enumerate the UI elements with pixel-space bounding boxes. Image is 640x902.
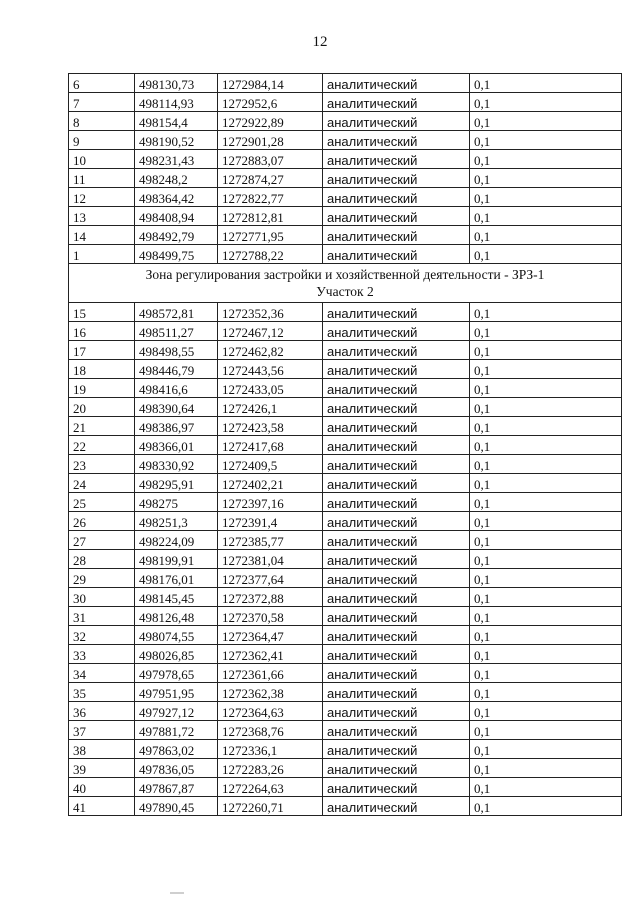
- method-cell: аналитический: [323, 417, 470, 436]
- point-number-cell: 14: [69, 226, 135, 245]
- table-row: [69, 436, 622, 455]
- accuracy-cell: 0,1: [470, 226, 622, 245]
- x-coordinate-cell: 497836,05: [135, 759, 218, 778]
- accuracy-cell: 0,1: [470, 778, 622, 797]
- method-cell: аналитический: [323, 360, 470, 379]
- table-row: [69, 131, 622, 150]
- x-coordinate-cell: 498275: [135, 493, 218, 512]
- point-number-cell: 22: [69, 436, 135, 455]
- table-row: [69, 74, 622, 93]
- accuracy-cell: 0,1: [470, 245, 622, 264]
- point-number-cell: 29: [69, 569, 135, 588]
- accuracy-cell: 0,1: [470, 550, 622, 569]
- x-coordinate-cell: 498408,94: [135, 207, 218, 226]
- accuracy-cell: 0,1: [470, 607, 622, 626]
- y-coordinate-cell: 1272771,95: [218, 226, 323, 245]
- accuracy-cell: 0,1: [470, 626, 622, 645]
- x-coordinate-cell: 498390,64: [135, 398, 218, 417]
- accuracy-cell: 0,1: [470, 379, 622, 398]
- accuracy-cell: 0,1: [470, 702, 622, 721]
- accuracy-cell: 0,1: [470, 322, 622, 341]
- accuracy-cell: 0,1: [470, 588, 622, 607]
- y-coordinate-cell: 1272381,04: [218, 550, 323, 569]
- method-cell: аналитический: [323, 303, 470, 322]
- method-cell: аналитический: [323, 588, 470, 607]
- x-coordinate-cell: 498572,81: [135, 303, 218, 322]
- y-coordinate-cell: 1272361,66: [218, 664, 323, 683]
- accuracy-cell: 0,1: [470, 436, 622, 455]
- accuracy-cell: 0,1: [470, 341, 622, 360]
- point-number-cell: 40: [69, 778, 135, 797]
- table-row: [69, 569, 622, 588]
- method-cell: аналитический: [323, 759, 470, 778]
- point-number-cell: 32: [69, 626, 135, 645]
- method-cell: аналитический: [323, 797, 470, 816]
- method-cell: аналитический: [323, 607, 470, 626]
- table-row: [69, 207, 622, 226]
- x-coordinate-cell: 498224,09: [135, 531, 218, 550]
- point-number-cell: 24: [69, 474, 135, 493]
- y-coordinate-cell: 1272370,58: [218, 607, 323, 626]
- table-row: [69, 683, 622, 702]
- point-number-cell: 30: [69, 588, 135, 607]
- point-number-cell: 39: [69, 759, 135, 778]
- x-coordinate-cell: 498176,01: [135, 569, 218, 588]
- accuracy-cell: 0,1: [470, 683, 622, 702]
- accuracy-cell: 0,1: [470, 207, 622, 226]
- point-number-cell: 11: [69, 169, 135, 188]
- x-coordinate-cell: 497863,02: [135, 740, 218, 759]
- table-row: [69, 188, 622, 207]
- x-coordinate-cell: 498145,45: [135, 588, 218, 607]
- table-row: [69, 226, 622, 245]
- table-row: [69, 493, 622, 512]
- y-coordinate-cell: 1272336,1: [218, 740, 323, 759]
- x-coordinate-cell: 498446,79: [135, 360, 218, 379]
- point-number-cell: 10: [69, 150, 135, 169]
- table-row: [69, 702, 622, 721]
- y-coordinate-cell: 1272283,26: [218, 759, 323, 778]
- y-coordinate-cell: 1272391,4: [218, 512, 323, 531]
- method-cell: аналитический: [323, 512, 470, 531]
- table-row: [69, 455, 622, 474]
- section-header-cell: [69, 264, 622, 303]
- table-row: [69, 721, 622, 740]
- y-coordinate-cell: 1272426,1: [218, 398, 323, 417]
- point-number-cell: 38: [69, 740, 135, 759]
- method-cell: аналитический: [323, 493, 470, 512]
- point-number-cell: 36: [69, 702, 135, 721]
- zone-title: Зона регулирования застройки и хозяйственной деятельности - ЗРЗ-1: [145, 267, 545, 282]
- method-cell: аналитический: [323, 455, 470, 474]
- y-coordinate-cell: 1272260,71: [218, 797, 323, 816]
- method-cell: аналитический: [323, 569, 470, 588]
- x-coordinate-cell: 498499,75: [135, 245, 218, 264]
- table-row: [69, 398, 622, 417]
- x-coordinate-cell: 497890,45: [135, 797, 218, 816]
- x-coordinate-cell: 498248,2: [135, 169, 218, 188]
- page-number: 12: [312, 34, 328, 50]
- point-number-cell: 41: [69, 797, 135, 816]
- y-coordinate-cell: 1272788,22: [218, 245, 323, 264]
- x-coordinate-cell: 497927,12: [135, 702, 218, 721]
- y-coordinate-cell: 1272874,27: [218, 169, 323, 188]
- method-cell: аналитический: [323, 93, 470, 112]
- point-number-cell: 28: [69, 550, 135, 569]
- method-cell: аналитический: [323, 341, 470, 360]
- table-row: [69, 797, 622, 816]
- x-coordinate-cell: 498126,48: [135, 607, 218, 626]
- y-coordinate-cell: 1272362,38: [218, 683, 323, 702]
- section-header-row: [69, 264, 622, 303]
- accuracy-cell: 0,1: [470, 112, 622, 131]
- table-row: [69, 740, 622, 759]
- y-coordinate-cell: 1272433,05: [218, 379, 323, 398]
- point-number-cell: 8: [69, 112, 135, 131]
- table-row: [69, 379, 622, 398]
- y-coordinate-cell: 1272402,21: [218, 474, 323, 493]
- point-number-cell: 35: [69, 683, 135, 702]
- x-coordinate-cell: 498154,4: [135, 112, 218, 131]
- method-cell: аналитический: [323, 626, 470, 645]
- method-cell: аналитический: [323, 436, 470, 455]
- accuracy-cell: 0,1: [470, 512, 622, 531]
- y-coordinate-cell: 1272385,77: [218, 531, 323, 550]
- point-number-cell: 25: [69, 493, 135, 512]
- point-number-cell: 12: [69, 188, 135, 207]
- table-row: [69, 245, 622, 264]
- accuracy-cell: 0,1: [470, 797, 622, 816]
- y-coordinate-cell: 1272812,81: [218, 207, 323, 226]
- accuracy-cell: 0,1: [470, 74, 622, 93]
- x-coordinate-cell: 498130,73: [135, 74, 218, 93]
- accuracy-cell: 0,1: [470, 721, 622, 740]
- x-coordinate-cell: 498366,01: [135, 436, 218, 455]
- table-row: [69, 550, 622, 569]
- point-number-cell: 17: [69, 341, 135, 360]
- y-coordinate-cell: 1272467,12: [218, 322, 323, 341]
- method-cell: аналитический: [323, 74, 470, 93]
- point-number-cell: 15: [69, 303, 135, 322]
- method-cell: аналитический: [323, 531, 470, 550]
- x-coordinate-cell: 498511,27: [135, 322, 218, 341]
- table-row: [69, 150, 622, 169]
- plot-subtitle: Участок 2: [316, 284, 374, 299]
- method-cell: аналитический: [323, 778, 470, 797]
- accuracy-cell: 0,1: [470, 759, 622, 778]
- table-row: [69, 759, 622, 778]
- point-number-cell: 20: [69, 398, 135, 417]
- scan-artifact: [170, 892, 184, 894]
- method-cell: аналитический: [323, 740, 470, 759]
- point-number-cell: 7: [69, 93, 135, 112]
- table-row: [69, 778, 622, 797]
- table-row: [69, 417, 622, 436]
- coordinates-table: [68, 73, 622, 816]
- accuracy-cell: 0,1: [470, 740, 622, 759]
- y-coordinate-cell: 1272922,89: [218, 112, 323, 131]
- point-number-cell: 27: [69, 531, 135, 550]
- method-cell: аналитический: [323, 721, 470, 740]
- point-number-cell: 31: [69, 607, 135, 626]
- coordinates-rows-upper: [69, 74, 622, 264]
- y-coordinate-cell: 1272417,68: [218, 436, 323, 455]
- table-row: [69, 607, 622, 626]
- y-coordinate-cell: 1272364,63: [218, 702, 323, 721]
- y-coordinate-cell: 1272362,41: [218, 645, 323, 664]
- method-cell: аналитический: [323, 474, 470, 493]
- point-number-cell: 19: [69, 379, 135, 398]
- method-cell: аналитический: [323, 112, 470, 131]
- point-number-cell: 21: [69, 417, 135, 436]
- y-coordinate-cell: 1272377,64: [218, 569, 323, 588]
- y-coordinate-cell: 1272822,77: [218, 188, 323, 207]
- table-row: [69, 512, 622, 531]
- accuracy-cell: 0,1: [470, 188, 622, 207]
- method-cell: аналитический: [323, 550, 470, 569]
- coordinates-rows-lower: [69, 303, 622, 816]
- point-number-cell: 16: [69, 322, 135, 341]
- y-coordinate-cell: 1272264,63: [218, 778, 323, 797]
- point-number-cell: 33: [69, 645, 135, 664]
- method-cell: аналитический: [323, 207, 470, 226]
- table-row: [69, 341, 622, 360]
- point-number-cell: 37: [69, 721, 135, 740]
- method-cell: аналитический: [323, 398, 470, 417]
- accuracy-cell: 0,1: [470, 131, 622, 150]
- table-row: [69, 93, 622, 112]
- accuracy-cell: 0,1: [470, 455, 622, 474]
- x-coordinate-cell: 498199,91: [135, 550, 218, 569]
- table-row: [69, 645, 622, 664]
- x-coordinate-cell: 498074,55: [135, 626, 218, 645]
- method-cell: аналитический: [323, 245, 470, 264]
- method-cell: аналитический: [323, 226, 470, 245]
- x-coordinate-cell: 498364,42: [135, 188, 218, 207]
- y-coordinate-cell: 1272883,07: [218, 150, 323, 169]
- accuracy-cell: 0,1: [470, 569, 622, 588]
- x-coordinate-cell: 498231,43: [135, 150, 218, 169]
- x-coordinate-cell: 497951,95: [135, 683, 218, 702]
- method-cell: аналитический: [323, 188, 470, 207]
- point-number-cell: 34: [69, 664, 135, 683]
- y-coordinate-cell: 1272409,5: [218, 455, 323, 474]
- accuracy-cell: 0,1: [470, 150, 622, 169]
- accuracy-cell: 0,1: [470, 664, 622, 683]
- accuracy-cell: 0,1: [470, 417, 622, 436]
- point-number-cell: 6: [69, 74, 135, 93]
- accuracy-cell: 0,1: [470, 398, 622, 417]
- table-row: [69, 588, 622, 607]
- y-coordinate-cell: 1272462,82: [218, 341, 323, 360]
- x-coordinate-cell: 498492,79: [135, 226, 218, 245]
- x-coordinate-cell: 498026,85: [135, 645, 218, 664]
- accuracy-cell: 0,1: [470, 169, 622, 188]
- accuracy-cell: 0,1: [470, 474, 622, 493]
- point-number-cell: 13: [69, 207, 135, 226]
- table-row: [69, 169, 622, 188]
- y-coordinate-cell: 1272364,47: [218, 626, 323, 645]
- method-cell: аналитический: [323, 322, 470, 341]
- y-coordinate-cell: 1272984,14: [218, 74, 323, 93]
- x-coordinate-cell: 498386,97: [135, 417, 218, 436]
- x-coordinate-cell: 498498,55: [135, 341, 218, 360]
- point-number-cell: 23: [69, 455, 135, 474]
- method-cell: аналитический: [323, 379, 470, 398]
- method-cell: аналитический: [323, 150, 470, 169]
- table-row: [69, 531, 622, 550]
- method-cell: аналитический: [323, 702, 470, 721]
- table-row: [69, 360, 622, 379]
- section-header-group: [69, 264, 622, 303]
- y-coordinate-cell: 1272443,56: [218, 360, 323, 379]
- accuracy-cell: 0,1: [470, 303, 622, 322]
- point-number-cell: 18: [69, 360, 135, 379]
- y-coordinate-cell: 1272372,88: [218, 588, 323, 607]
- y-coordinate-cell: 1272368,76: [218, 721, 323, 740]
- x-coordinate-cell: 498416,6: [135, 379, 218, 398]
- x-coordinate-cell: 498251,3: [135, 512, 218, 531]
- y-coordinate-cell: 1272901,28: [218, 131, 323, 150]
- table-row: [69, 664, 622, 683]
- table-row: [69, 474, 622, 493]
- table-row: [69, 322, 622, 341]
- method-cell: аналитический: [323, 131, 470, 150]
- point-number-cell: 26: [69, 512, 135, 531]
- x-coordinate-cell: 498190,52: [135, 131, 218, 150]
- x-coordinate-cell: 497881,72: [135, 721, 218, 740]
- y-coordinate-cell: 1272352,36: [218, 303, 323, 322]
- method-cell: аналитический: [323, 683, 470, 702]
- point-number-cell: 9: [69, 131, 135, 150]
- point-number-cell: 1: [69, 245, 135, 264]
- method-cell: аналитический: [323, 645, 470, 664]
- x-coordinate-cell: 497978,65: [135, 664, 218, 683]
- x-coordinate-cell: 498114,93: [135, 93, 218, 112]
- accuracy-cell: 0,1: [470, 645, 622, 664]
- method-cell: аналитический: [323, 169, 470, 188]
- accuracy-cell: 0,1: [470, 493, 622, 512]
- accuracy-cell: 0,1: [470, 93, 622, 112]
- y-coordinate-cell: 1272952,6: [218, 93, 323, 112]
- method-cell: аналитический: [323, 664, 470, 683]
- y-coordinate-cell: 1272397,16: [218, 493, 323, 512]
- y-coordinate-cell: 1272423,58: [218, 417, 323, 436]
- accuracy-cell: 0,1: [470, 360, 622, 379]
- table-row: [69, 303, 622, 322]
- x-coordinate-cell: 497867,87: [135, 778, 218, 797]
- x-coordinate-cell: 498330,92: [135, 455, 218, 474]
- table-row: [69, 112, 622, 131]
- x-coordinate-cell: 498295,91: [135, 474, 218, 493]
- accuracy-cell: 0,1: [470, 531, 622, 550]
- table-row: [69, 626, 622, 645]
